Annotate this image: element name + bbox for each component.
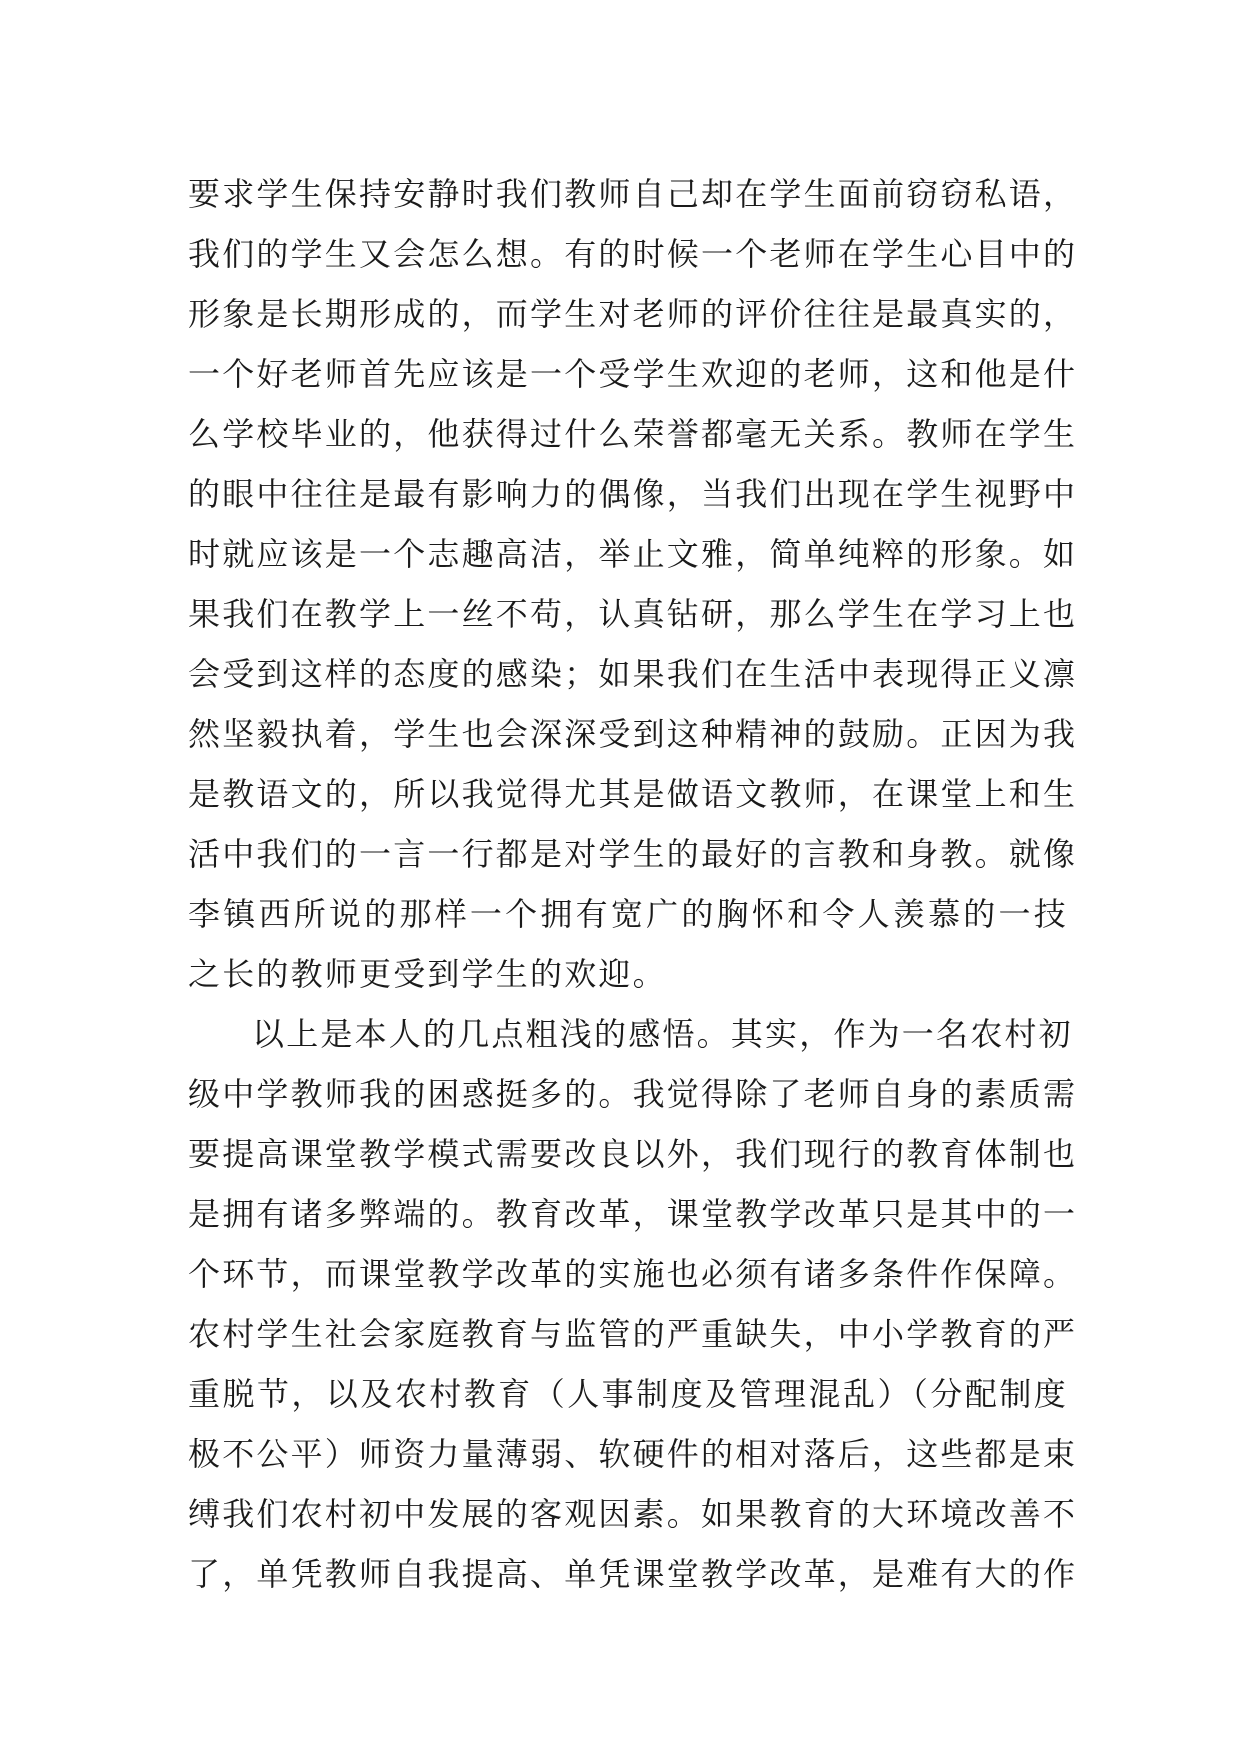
text-line: 重脱节，以及农村教育（人事制度及管理混乱）（分配制度 (188, 1375, 1068, 1413)
paragraph-start-line: 以上是本人的几点粗浅的感悟。其实，作为一名农村初 (252, 1015, 1073, 1053)
text-line: 时就应该是一个志趣高洁，举止文雅，简单纯粹的形象。如 (188, 535, 1078, 573)
text-line: 级中学教师我的困惑挺多的。我觉得除了老师自身的素质需 (188, 1075, 1078, 1113)
text-line: 么学校毕业的，他获得过什么荣誉都毫无关系。教师在学生 (188, 415, 1078, 453)
text-line: 然坚毅执着，学生也会深深受到这种精神的鼓励。正因为我 (188, 715, 1078, 753)
text-line: 要提高课堂教学模式需要改良以外，我们现行的教育体制也 (188, 1135, 1078, 1173)
text-line: 要求学生保持安静时我们教师自己却在学生面前窃窃私语， (188, 175, 1078, 213)
text-line: 的眼中往往是最有影响力的偶像，当我们出现在学生视野中 (188, 475, 1078, 513)
text-line: 活中我们的一言一行都是对学生的最好的言教和身教。就像 (188, 835, 1078, 873)
text-line: 农村学生社会家庭教育与监管的严重缺失，中小学教育的严 (188, 1315, 1078, 1353)
text-line: 我们的学生又会怎么想。有的时候一个老师在学生心目中的 (188, 235, 1078, 273)
body-text (188, 164, 1078, 1604)
text-line: 一个好老师首先应该是一个受学生欢迎的老师，这和他是什 (188, 355, 1078, 393)
text-line: 缚我们农村初中发展的客观因素。如果教育的大环境改善不 (188, 1495, 1078, 1533)
text-line: 了，单凭教师自我提高、单凭课堂教学改革，是难有大的作 (188, 1555, 1078, 1593)
text-line: 形象是长期形成的，而学生对老师的评价往往是最真实的， (188, 295, 1078, 333)
text-line: 果我们在教学上一丝不苟，认真钻研，那么学生在学习上也 (188, 595, 1078, 633)
text-line: 会受到这样的态度的感染；如果我们在生活中表现得正义凛 (188, 655, 1078, 693)
text-line: 个环节，而课堂教学改革的实施也必须有诸多条件作保障。 (188, 1255, 1078, 1293)
text-line: 极不公平）师资力量薄弱、软硬件的相对落后，这些都是束 (188, 1435, 1078, 1473)
text-line: 之长的教师更受到学生的欢迎。 (188, 955, 667, 993)
text-line: 是拥有诸多弊端的。教育改革，课堂教学改革只是其中的一 (188, 1195, 1078, 1233)
text-line: 是教语文的，所以我觉得尤其是做语文教师，在课堂上和生 (188, 775, 1078, 813)
text-line: 李镇西所说的那样一个拥有宽广的胸怀和令人羡慕的一技 (188, 895, 1068, 933)
